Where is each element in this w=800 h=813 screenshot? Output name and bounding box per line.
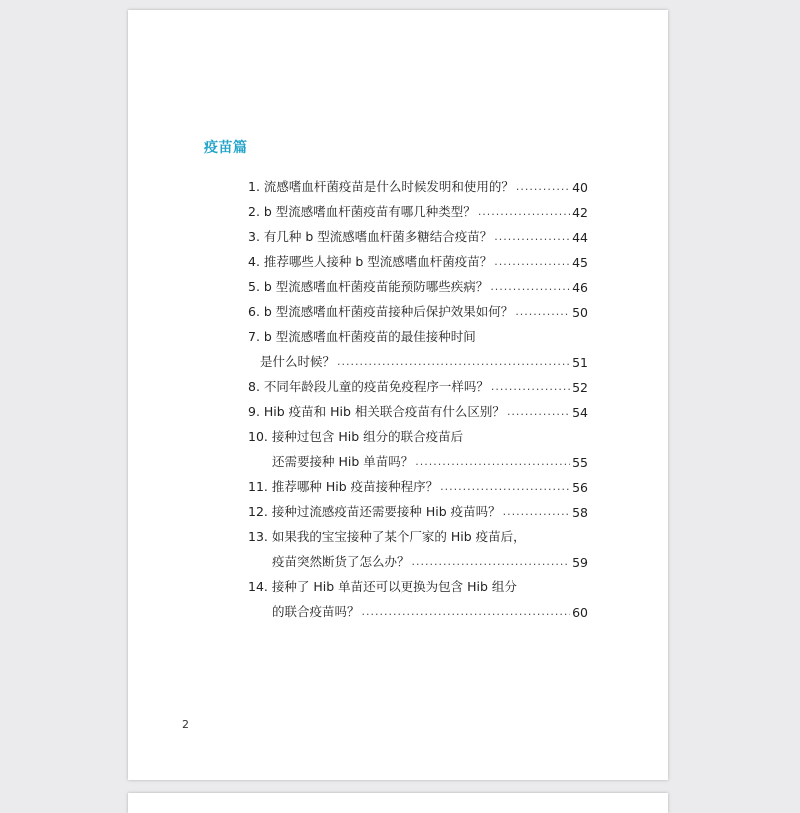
toc-entry-title: 1. 流感嗜血杆菌疫苗是什么时候发明和使用的？: [248, 179, 514, 194]
table-of-contents: [248, 170, 588, 620]
toc-entry-page: 56: [572, 480, 588, 495]
toc-entry-title: 7. b 型流感嗜血杆菌疫苗的最佳接种时间: [248, 329, 476, 344]
toc-entry[interactable]: [248, 395, 588, 420]
toc-entry-page: 51: [572, 355, 588, 370]
next-page-edge: [128, 793, 668, 813]
toc-entry-page: 55: [572, 455, 588, 470]
dot-leader: [490, 281, 570, 295]
dot-leader: [491, 381, 570, 395]
dot-leader: [503, 506, 570, 520]
toc-entry-title: 13. 如果我的宝宝接种了某个厂家的 Hib 疫苗后，: [248, 529, 526, 544]
toc-entry-page: 42: [572, 205, 588, 220]
toc-entry-page: 58: [572, 505, 588, 520]
toc-entry-page: 45: [572, 255, 588, 270]
document-page: [128, 10, 668, 780]
toc-entry[interactable]: [248, 495, 588, 520]
toc-entry[interactable]: [248, 370, 588, 395]
toc-entry-title: 8. 不同年龄段儿童的疫苗免疫程序一样吗？: [248, 379, 489, 394]
toc-entry[interactable]: [248, 420, 588, 470]
dot-leader: [507, 406, 570, 420]
dot-leader: [494, 231, 570, 245]
dot-leader: [515, 306, 570, 320]
toc-entry-title: 的联合疫苗吗？: [272, 604, 360, 619]
toc-entry-title: 9. Hib 疫苗和 Hib 相关联合疫苗有什么区别？: [248, 404, 505, 419]
dot-leader: [440, 481, 570, 495]
dot-leader: [337, 356, 570, 370]
toc-entry[interactable]: [248, 570, 588, 620]
toc-entry-title: 11. 推荐哪种 Hib 疫苗接种程序？: [248, 479, 439, 494]
toc-entry-title: 4. 推荐哪些人接种 b 型流感嗜血杆菌疫苗？: [248, 254, 493, 269]
toc-entry-title: 2. b 型流感嗜血杆菌疫苗有哪几种类型？: [248, 204, 476, 219]
page-number: 2: [182, 718, 189, 731]
toc-entry[interactable]: [248, 170, 588, 195]
toc-entry-page: 40: [572, 180, 588, 195]
toc-entry-page: 46: [572, 280, 588, 295]
dot-leader: [494, 256, 570, 270]
toc-entry[interactable]: [248, 270, 588, 295]
toc-entry-title: 3. 有几种 b 型流感嗜血杆菌多糖结合疫苗？: [248, 229, 493, 244]
toc-entry-title: 6. b 型流感嗜血杆菌疫苗接种后保护效果如何？: [248, 304, 514, 319]
toc-entry-title: 10. 接种过包含 Hib 组分的联合疫苗后: [248, 429, 464, 444]
toc-entry-page: 59: [572, 555, 588, 570]
toc-entry-page: 44: [572, 230, 588, 245]
dot-leader: [362, 606, 571, 620]
toc-entry[interactable]: [248, 295, 588, 320]
toc-entry-title: 5. b 型流感嗜血杆菌疫苗能预防哪些疾病？: [248, 279, 489, 294]
toc-entry-title: 是什么时候？: [260, 354, 336, 369]
toc-entry-page: 50: [572, 305, 588, 320]
toc-entry-title: 疫苗突然断货了怎么办？: [272, 554, 410, 569]
toc-entry[interactable]: [248, 220, 588, 245]
dot-leader: [415, 456, 570, 470]
toc-entry-page: 54: [572, 405, 588, 420]
toc-entry-title: 还需要接种 Hib 单苗吗？: [272, 454, 414, 469]
toc-entry[interactable]: [248, 320, 588, 370]
toc-entry[interactable]: [248, 195, 588, 220]
dot-leader: [516, 181, 570, 195]
toc-entry-title: 12. 接种过流感疫苗还需要接种 Hib 疫苗吗？: [248, 504, 501, 519]
toc-entry[interactable]: [248, 470, 588, 495]
section-title: 疫苗篇: [204, 140, 248, 156]
dot-leader: [412, 556, 571, 570]
toc-entry[interactable]: [248, 520, 588, 570]
toc-entry-page: 52: [572, 380, 588, 395]
dot-leader: [478, 206, 570, 220]
toc-entry[interactable]: [248, 245, 588, 270]
toc-entry-page: 60: [572, 605, 588, 620]
toc-entry-title: 14. 接种了 Hib 单苗还可以更换为包含 Hib 组分: [248, 579, 517, 594]
